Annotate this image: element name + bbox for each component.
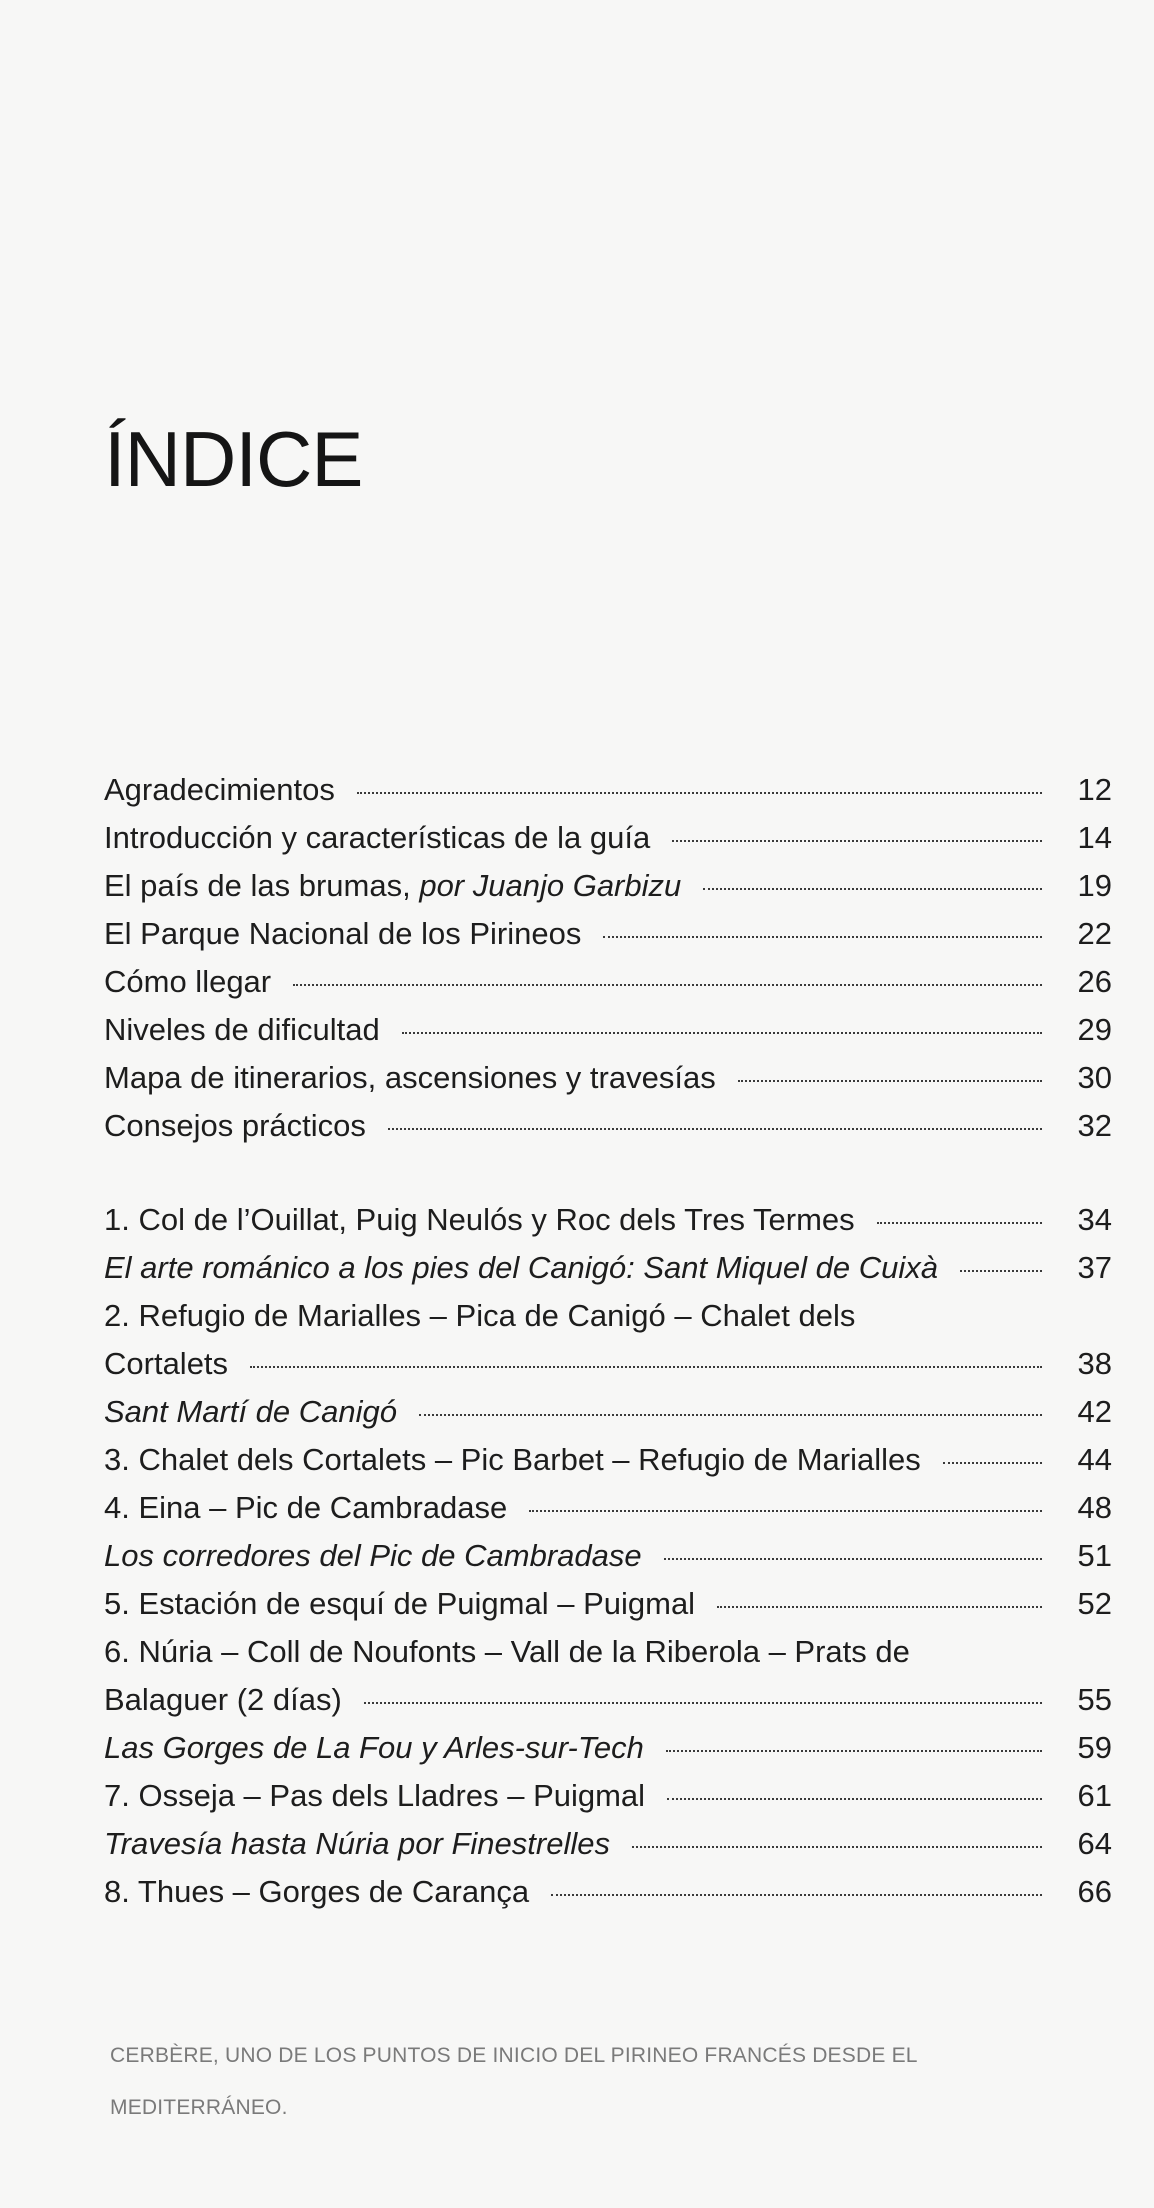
caption-line: CERBÈRE, UNO DE LOS PUNTOS DE INICIO DEL PIRINEO FRANCÉS DESDE EL [110, 2044, 918, 2067]
dot-leader [357, 792, 1042, 794]
toc-entry-label: 2. Refugio de Marialles – Pica de Canigó – Chalet dels [104, 1298, 856, 1333]
toc-entry-title: El país de las brumas, [104, 868, 420, 903]
toc-entry [104, 1436, 1112, 1484]
toc-entry-page: 59 [1077, 1730, 1112, 1765]
toc-entry-label: Balaguer (2 días) [104, 1682, 342, 1717]
toc-entry-page: 29 [1077, 1012, 1112, 1047]
toc-entry-page: 48 [1077, 1490, 1112, 1525]
toc-entry-label [104, 862, 681, 910]
toc-entry-label: Mapa de itinerarios, ascensiones y travesías [104, 1060, 716, 1095]
toc-entry-label: 3. Chalet dels Cortalets – Pic Barbet – Refugio de Marialles [104, 1442, 921, 1477]
toc-entry-label: Sant Martí de Canigó [104, 1394, 397, 1429]
toc-entry-page: 64 [1077, 1826, 1112, 1861]
toc-routes-section [104, 1196, 1112, 1916]
toc-entry-label: Consejos prácticos [104, 1108, 366, 1143]
toc-entry-page: 19 [1077, 868, 1112, 903]
toc-entry [104, 910, 1112, 958]
dot-leader [388, 1128, 1042, 1130]
toc-entry-page: 42 [1077, 1394, 1112, 1429]
toc-entry [104, 1820, 1112, 1868]
photo-caption [110, 2030, 1010, 2134]
toc-entry-label: 7. Osseja – Pas dels Lladres – Puigmal [104, 1778, 646, 1813]
toc-entry-author: por Juanjo Garbizu [419, 868, 682, 903]
toc-entry-label: Introducción y características de la guía [104, 820, 651, 855]
toc-entry-page: 61 [1077, 1778, 1112, 1813]
toc-entry-label: 5. Estación de esquí de Puigmal – Puigmal [104, 1586, 696, 1621]
dot-leader [666, 1750, 1042, 1752]
toc-entry [104, 1676, 1112, 1724]
dot-leader [632, 1846, 1042, 1848]
dot-leader [551, 1894, 1042, 1896]
dot-leader [603, 936, 1042, 938]
toc-entry-label: Agradecimientos [104, 772, 335, 807]
dot-leader [703, 888, 1042, 890]
dot-leader [529, 1510, 1042, 1512]
toc-entry-label: Cómo llegar [104, 964, 272, 999]
toc-entry [104, 1868, 1112, 1916]
dot-leader [402, 1032, 1042, 1034]
toc-entry [104, 1580, 1112, 1628]
toc-entry-label: 6. Núria – Coll de Noufonts – Vall de la Riberola – Prats de [104, 1634, 910, 1669]
dot-leader [664, 1558, 1042, 1560]
toc-entry-page: 44 [1077, 1442, 1112, 1477]
toc-entry-page: 52 [1077, 1586, 1112, 1621]
toc-entry [104, 862, 1112, 910]
dot-leader [960, 1270, 1042, 1272]
toc-entry [104, 1724, 1112, 1772]
toc-entry [104, 1340, 1112, 1388]
toc-entry-page: 66 [1077, 1874, 1112, 1909]
toc-entry [104, 1102, 1112, 1150]
dot-leader [877, 1222, 1042, 1224]
dot-leader [717, 1606, 1042, 1608]
toc-entry-page: 55 [1077, 1682, 1112, 1717]
toc-entry [104, 1244, 1112, 1292]
toc-entry-page: 12 [1077, 772, 1112, 807]
dot-leader [293, 984, 1042, 986]
toc-entry-page: 32 [1077, 1108, 1112, 1143]
toc-entry [104, 1196, 1112, 1244]
toc-entry [104, 1388, 1112, 1436]
toc-entry [104, 1484, 1112, 1532]
toc-entry-label: Los corredores del Pic de Cambradase [104, 1538, 642, 1573]
toc-entry-label: El arte románico a los pies del Canigó: Sant Miquel de Cuixà [104, 1250, 939, 1285]
dot-leader [364, 1702, 1042, 1704]
toc-entry [104, 814, 1112, 862]
page-title: ÍNDICE [104, 415, 363, 503]
toc-entry [104, 1628, 1112, 1676]
toc-entry-page: 51 [1077, 1538, 1112, 1573]
toc-entry-page: 22 [1077, 916, 1112, 951]
toc-entry-page: 37 [1077, 1250, 1112, 1285]
toc-entry-label: 4. Eina – Pic de Cambradase [104, 1490, 508, 1525]
toc-entry-label: El Parque Nacional de los Pirineos [104, 916, 582, 951]
toc-entry [104, 1532, 1112, 1580]
toc-entry-label: 1. Col de l’Ouillat, Puig Neulós y Roc dels Tres Termes [104, 1202, 855, 1237]
toc-entry-page: 14 [1077, 820, 1112, 855]
toc-intro-section [104, 766, 1112, 1150]
caption-line: MEDITERRÁNEO. [110, 2096, 288, 2119]
toc-entry-page: 26 [1077, 964, 1112, 999]
toc-entry [104, 1006, 1112, 1054]
toc-entry-page: 38 [1077, 1346, 1112, 1381]
toc-entry-page: 34 [1077, 1202, 1112, 1237]
dot-leader [667, 1798, 1042, 1800]
dot-leader [943, 1462, 1042, 1464]
toc-entry [104, 1054, 1112, 1102]
toc-entry-label: Cortalets [104, 1346, 229, 1381]
toc-entry [104, 958, 1112, 1006]
toc-entry-label: Niveles de dificultad [104, 1012, 380, 1047]
dot-leader [419, 1414, 1042, 1416]
toc-entry [104, 766, 1112, 814]
dot-leader [738, 1080, 1042, 1082]
toc-entry-label: Travesía hasta Núria por Finestrelles [104, 1826, 610, 1861]
dot-leader [250, 1366, 1042, 1368]
toc-entry-label: 8. Thues – Gorges de Carança [104, 1874, 530, 1909]
dot-leader [672, 840, 1042, 842]
toc-entry-label: Las Gorges de La Fou y Arles-sur-Tech [104, 1730, 644, 1765]
toc-entry [104, 1772, 1112, 1820]
toc-entry [104, 1292, 1112, 1340]
toc-entry-page: 30 [1077, 1060, 1112, 1095]
